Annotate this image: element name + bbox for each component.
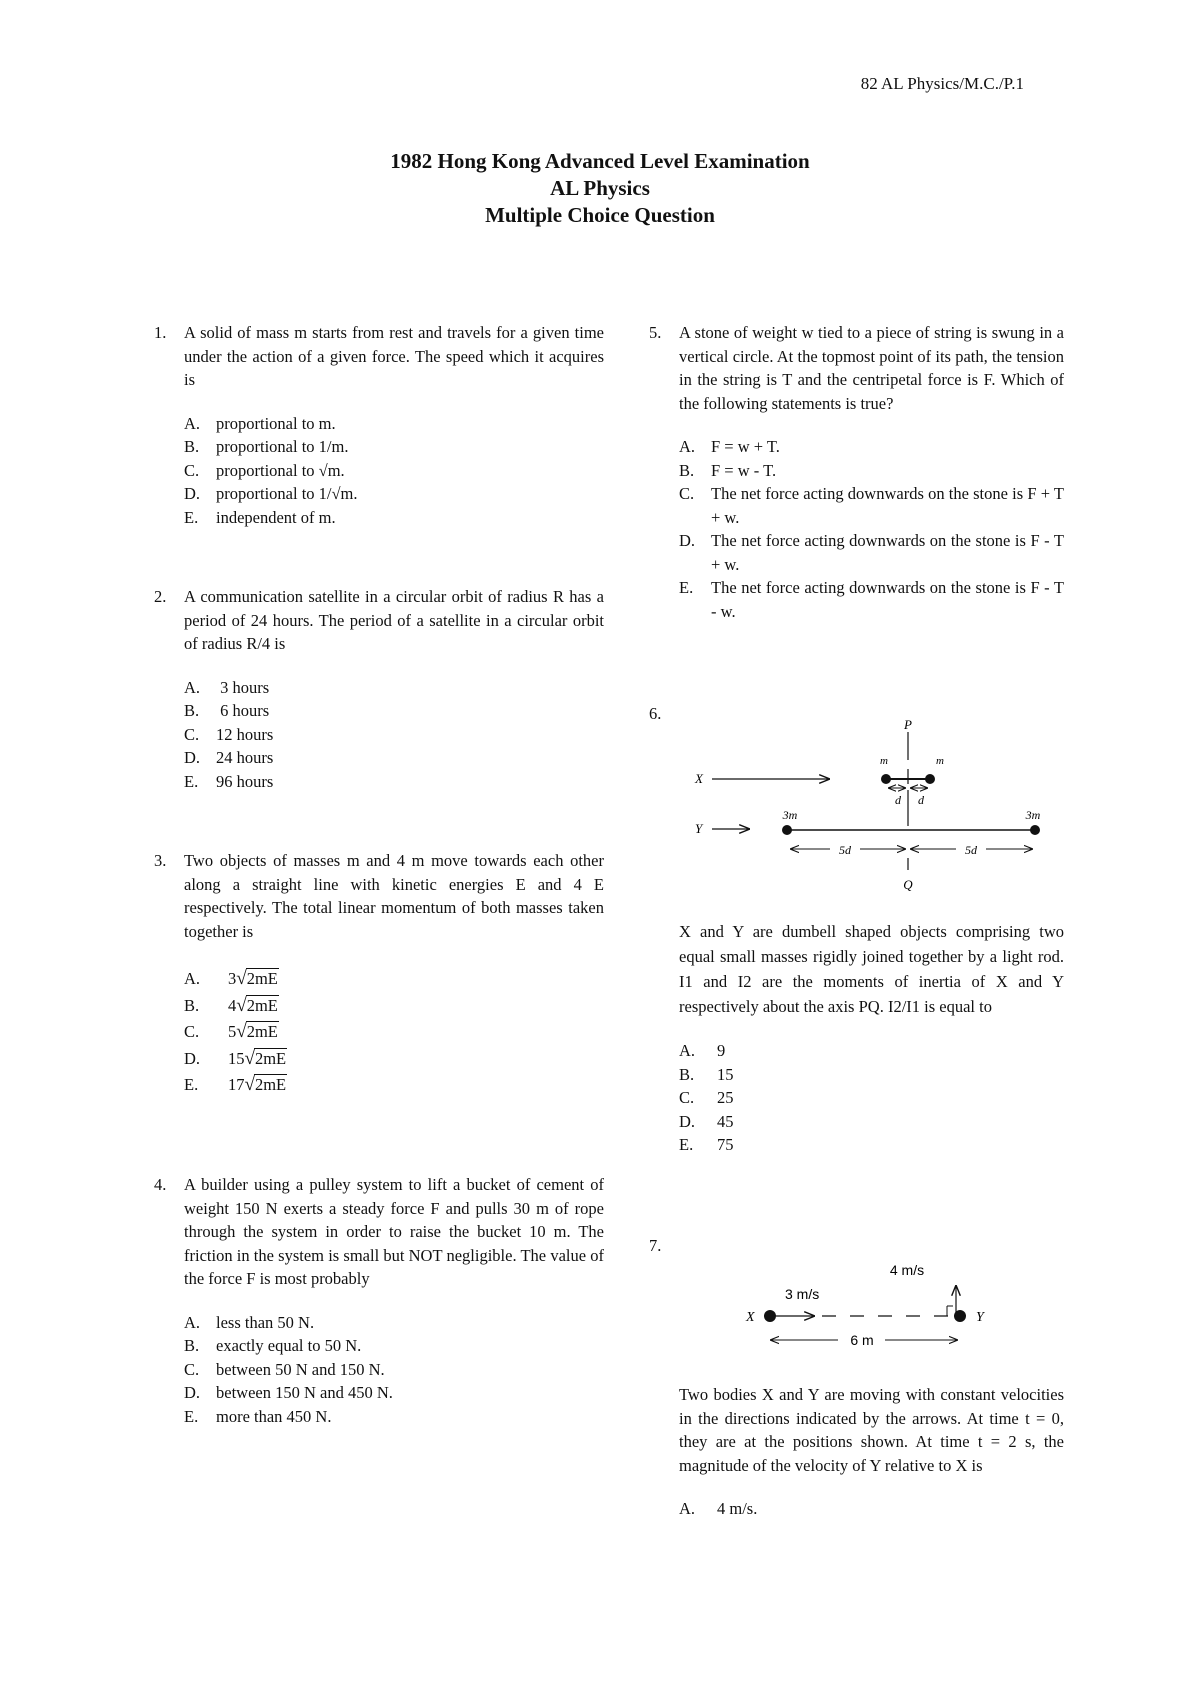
question-stem: A communication satellite in a circular orbit of radius R has a period of 24 hours. The period of a satellite in a circular orbit of radius R/4 is — [184, 587, 604, 653]
question-6-number: 6. — [649, 704, 662, 723]
label-distance: 6 m — [850, 1332, 874, 1348]
option-e[interactable]: E. more than 450 N. — [184, 1406, 332, 1426]
question-7 — [679, 1383, 1064, 1521]
option-list — [184, 1311, 604, 1429]
label-p: P — [904, 718, 912, 732]
radicand: 2mE — [246, 995, 278, 1015]
question-stem: Two objects of masses m and 4 m move towards each other along a straight line with kinetic energies E and 4 E respectively. The total linear momentum of both masses taken together is — [184, 851, 604, 941]
question-number: 2. — [154, 587, 167, 606]
question-stem: A builder using a pulley system to lift a bucket of cement of weight 150 N exerts a steady force F and pulls 30 m of rope through the system in order to raise the bucket 10 m. The friction in the system is small but NOT negligible. The value of the force F is most probably — [184, 1175, 604, 1288]
option-a[interactable]: A. 9 — [679, 1041, 726, 1060]
label-vx: 3 m/s — [785, 1286, 820, 1302]
question-6 — [679, 919, 1064, 1157]
option-b[interactable]: B. 6 hours — [184, 701, 270, 720]
option-c[interactable]: C. between 50 N and 150 N. — [184, 1359, 385, 1379]
option-c[interactable]: C. 5√2mE — [184, 1021, 278, 1042]
question-stem: Two bodies X and Y are moving with constant velocities in the directions indicated by the arrows. At time t = 0, they are at the positions shown. At time t = 2 s, the magnitude of the velocity of Y relative to X is — [679, 1385, 1064, 1475]
question-number: 4. — [154, 1175, 167, 1194]
option-a[interactable]: A. 3 hours — [184, 677, 270, 697]
question-5 — [649, 321, 1064, 623]
label-5d-right: 5d — [965, 843, 977, 857]
title-line-1: 1982 Hong Kong Advanced Level Examination — [390, 149, 810, 173]
option-a[interactable]: A. less than 50 N. — [184, 1312, 315, 1332]
question-number: 3. — [154, 851, 167, 870]
velocity-diagram — [740, 1255, 1000, 1355]
label-3m-left: 3m — [782, 808, 798, 822]
title-line-3: Multiple Choice Question — [485, 203, 715, 227]
label-3m-right: 3m — [1025, 808, 1041, 822]
label-vy: 4 m/s — [889, 1262, 925, 1278]
option-list — [679, 435, 1064, 623]
option-e[interactable]: E. 17√2mE — [184, 1074, 287, 1095]
label-x: X — [695, 771, 703, 786]
radicand: 2mE — [254, 1075, 287, 1094]
radicand: 2mE — [246, 1022, 278, 1041]
option-a[interactable]: A. 4 m/s. — [679, 1499, 758, 1518]
option-e[interactable]: E. 75 — [679, 1135, 734, 1154]
option-list — [184, 676, 604, 794]
option-c[interactable]: C. 12 hours — [184, 724, 274, 744]
option-a[interactable]: A. F = w + T. — [679, 437, 780, 456]
question-7-number: 7. — [649, 1236, 662, 1255]
option-c[interactable]: C. The net force acting downwards on the stone is F + T + w. — [679, 484, 1064, 527]
mass-x-right — [925, 774, 935, 784]
option-d[interactable]: D. The net force acting downwards on the stone is F - T + w. — [679, 531, 1064, 574]
option-list — [184, 967, 604, 1100]
option-d[interactable]: D. 45 — [679, 1111, 734, 1131]
option-b[interactable]: B. 4√2mE — [184, 994, 278, 1016]
label-d-right: d — [918, 793, 924, 807]
title-line-2: AL Physics — [550, 176, 650, 200]
label-m-left: m — [880, 755, 888, 767]
question-number: 1. — [154, 323, 167, 342]
question-1 — [154, 321, 604, 529]
label-y: Y — [976, 1310, 984, 1325]
option-b[interactable]: B. proportional to 1/m. — [184, 437, 349, 456]
option-d[interactable]: D. 24 hours — [184, 748, 274, 767]
body-x — [764, 1310, 776, 1322]
option-b[interactable]: B. 15 — [679, 1064, 734, 1084]
option-e[interactable]: E. 96 hours — [184, 771, 274, 791]
question-stem: A solid of mass m starts from rest and travels for a given time under the action of a given force. The speed which it acquires is — [184, 323, 604, 389]
option-b[interactable]: B. exactly equal to 50 N. — [184, 1336, 362, 1355]
option-d[interactable]: D. proportional to 1/√m. — [184, 484, 358, 503]
option-e[interactable]: E. independent of m. — [184, 507, 336, 527]
option-e[interactable]: E. The net force acting downwards on the stone is F - T - w. — [679, 578, 1064, 621]
label-5d-left: 5d — [839, 843, 851, 857]
radicand: 2mE — [254, 1048, 287, 1068]
question-2 — [154, 585, 604, 793]
question-number: 5. — [649, 323, 662, 342]
option-list — [679, 1039, 1064, 1157]
option-b[interactable]: B. F = w - T. — [679, 460, 777, 480]
radicand: 2mE — [246, 969, 278, 988]
label-d-left: d — [895, 793, 901, 807]
mass-x-left — [881, 774, 891, 784]
question-4 — [154, 1173, 604, 1428]
dumbbell-diagram — [660, 718, 1080, 898]
option-d[interactable]: D. between 150 N and 450 N. — [184, 1383, 393, 1402]
option-a[interactable]: A. proportional to m. — [184, 413, 336, 433]
option-a[interactable]: A. 3√2mE — [184, 968, 278, 989]
label-y: Y — [695, 821, 703, 836]
question-stem: X and Y are dumbell shaped objects comprising two equal small masses rigidly joined together by a light rod. I1 and I2 are the moments of inertia of X and Y respectively about the axis PQ. I2/I1 is equal to — [679, 922, 1064, 1016]
option-c[interactable]: C. 25 — [679, 1088, 734, 1107]
exam-title — [0, 148, 1200, 229]
option-d[interactable]: D. 15√2mE — [184, 1047, 287, 1069]
option-list — [679, 1497, 1064, 1521]
label-m-right: m — [936, 755, 944, 767]
mass-y-right — [1030, 825, 1040, 835]
option-c[interactable]: C. proportional to √m. — [184, 460, 345, 480]
page-header: 82 AL Physics/M.C./P.1 — [860, 74, 1024, 93]
question-stem: A stone of weight w tied to a piece of string is swung in a vertical circle. At the topmost point of its path, the tension in the string is T and the centripetal force is F. Which of the following statements is true? — [679, 323, 1064, 413]
mass-y-left — [782, 825, 792, 835]
label-x: X — [746, 1310, 755, 1325]
body-y — [954, 1310, 966, 1322]
option-list — [184, 412, 604, 530]
label-q: Q — [903, 877, 913, 892]
question-3 — [154, 849, 604, 1100]
